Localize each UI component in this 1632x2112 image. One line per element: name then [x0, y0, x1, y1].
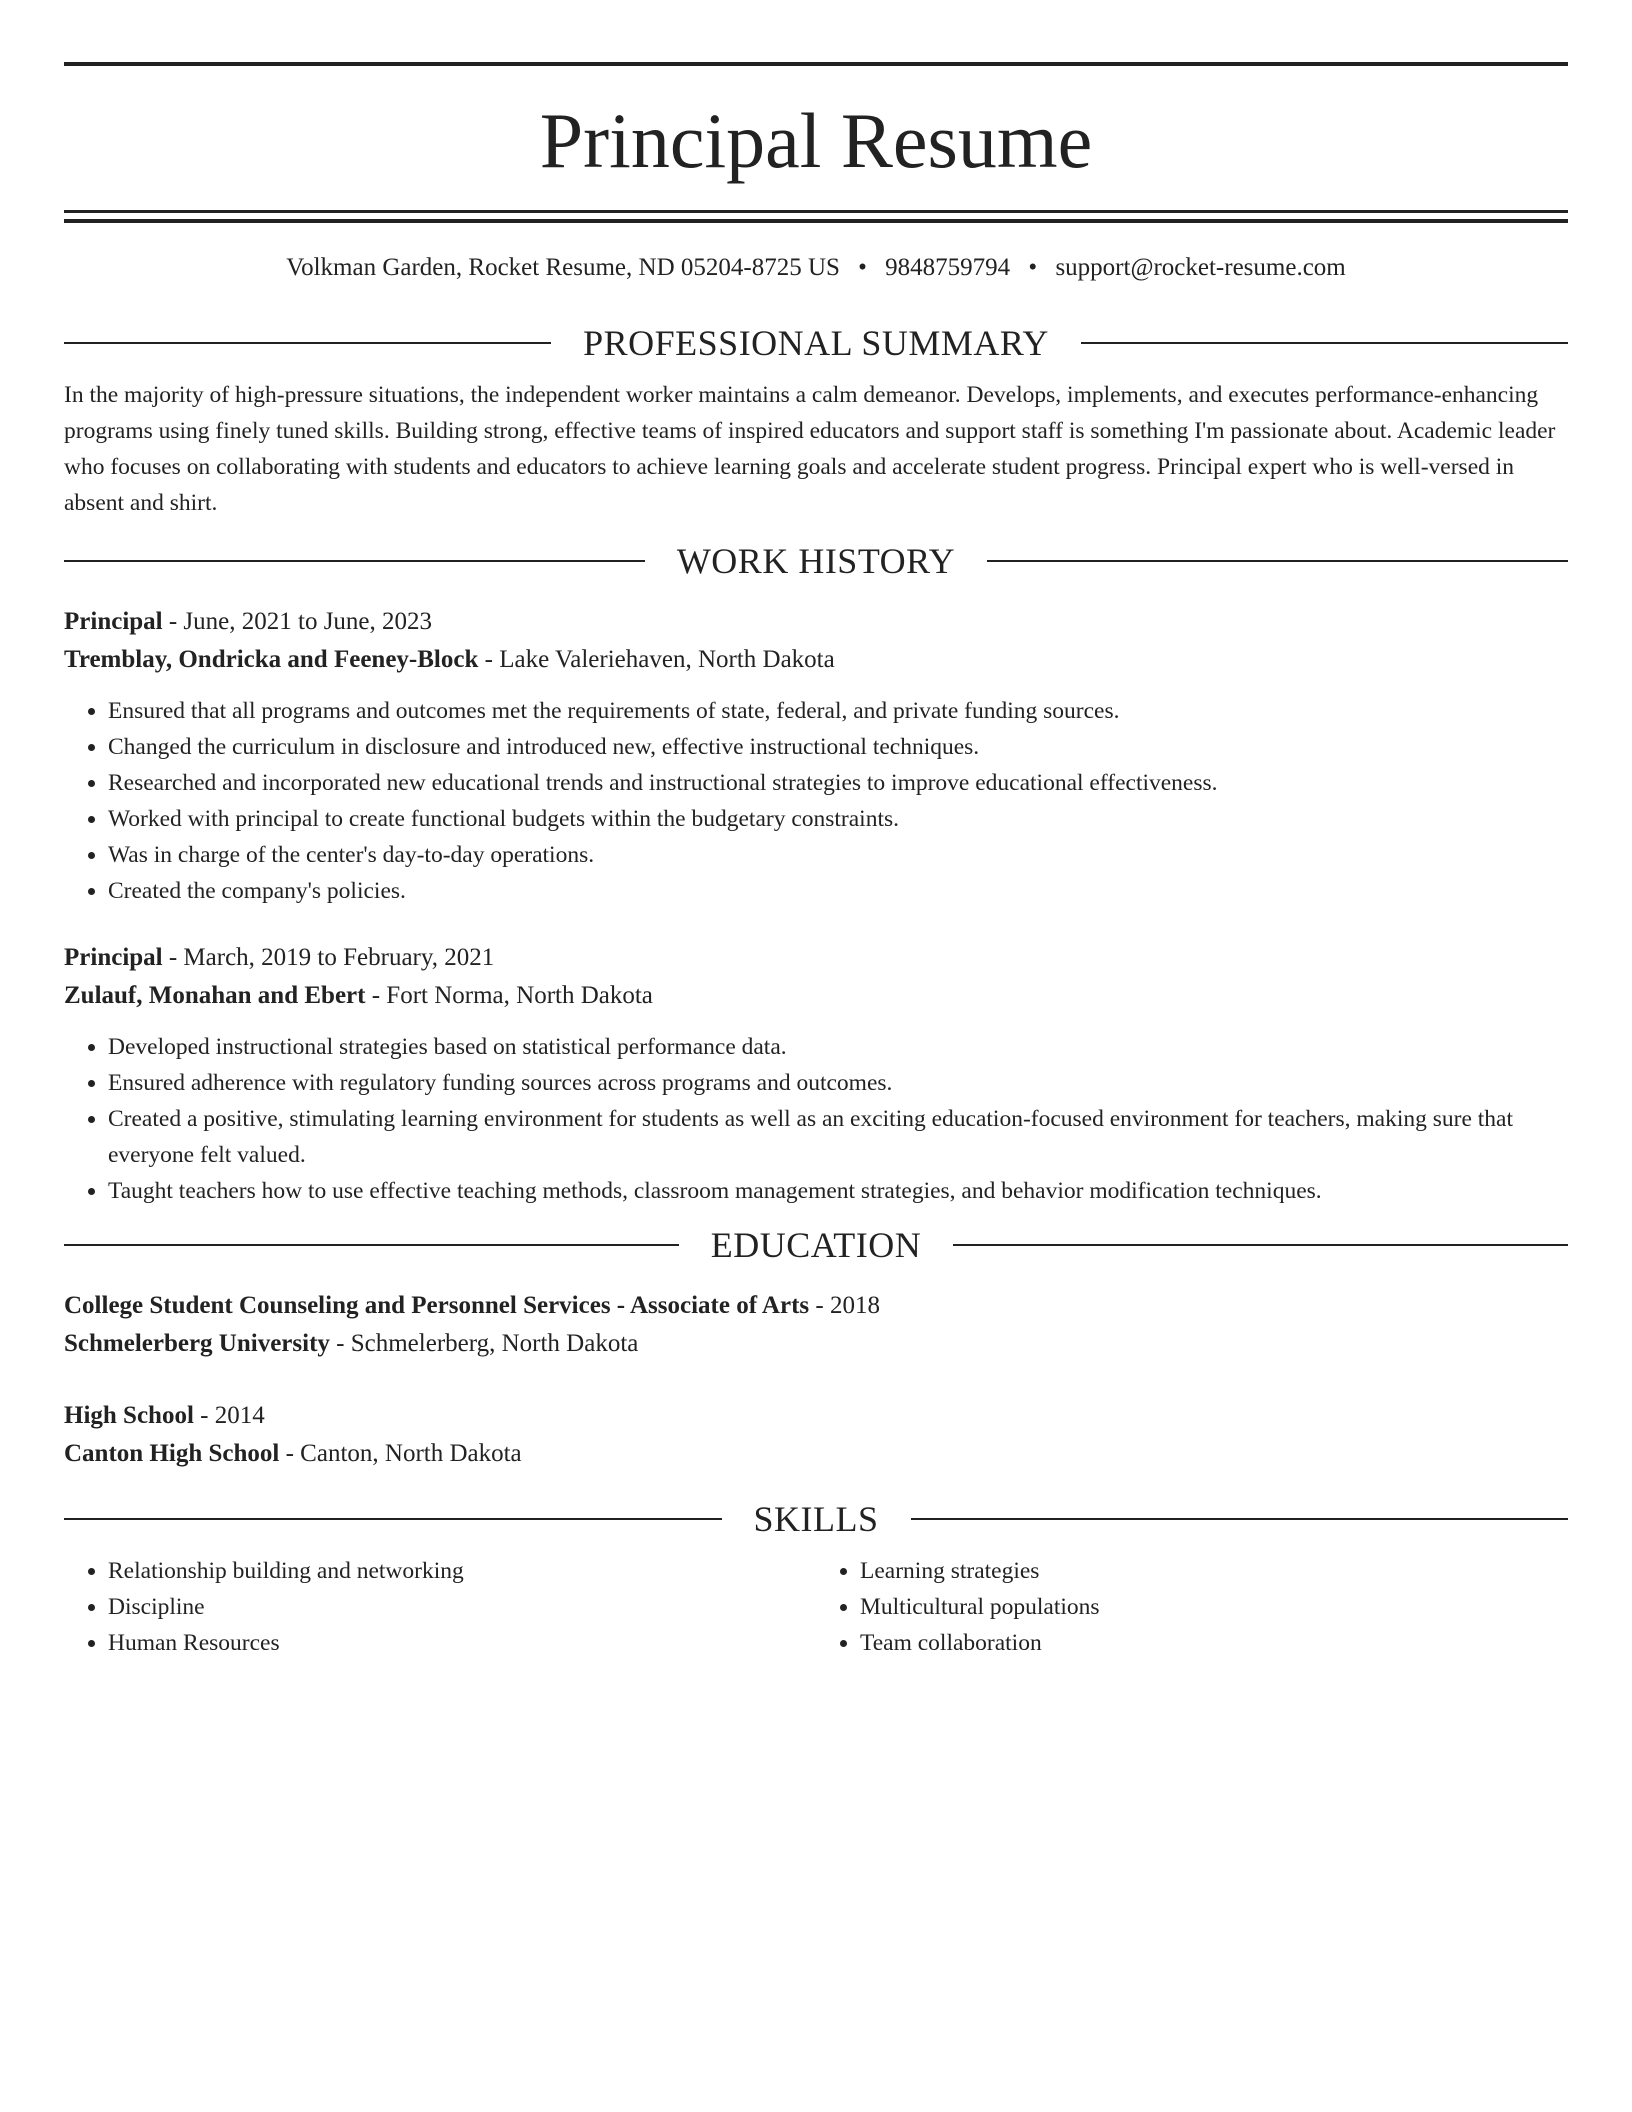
job-company: Zulauf, Monahan and Ebert — [64, 982, 366, 1009]
job-title: Principal — [64, 944, 163, 971]
job-title-line — [64, 939, 1568, 977]
education-year: - 2018 — [809, 1292, 880, 1319]
job-title: Principal — [64, 608, 163, 635]
skills-grid — [64, 1553, 1568, 1661]
section-rule-right — [911, 1518, 1569, 1520]
contact-phone: 9848759794 — [885, 254, 1011, 281]
contact-separator: • — [858, 254, 867, 281]
job-entry — [64, 603, 1568, 909]
section-rule-left — [64, 560, 645, 562]
job-bullet: • Worked with principal to create functional budgets within the budgetary constraints. — [108, 801, 1568, 837]
education-degree-line — [64, 1397, 1568, 1435]
section-header-education — [64, 1225, 1568, 1265]
section-rule-left — [64, 1244, 679, 1246]
skill-item: • Human Resources — [108, 1625, 816, 1661]
education-degree-line — [64, 1287, 1568, 1325]
header-double-rule — [64, 210, 1568, 223]
contact-separator: • — [1028, 254, 1038, 281]
skill-item: • Learning strategies — [860, 1553, 1568, 1589]
skills-list-left — [64, 1553, 816, 1661]
skill-item: • Team collaboration — [860, 1625, 1568, 1661]
skill-item: • Relationship building and networking — [108, 1553, 816, 1589]
job-bullet: • Ensured that all programs and outcomes met the requirements of state, federal, and private funding sources. — [108, 693, 1568, 729]
job-company: Tremblay, Ondricka and Feeney-Block — [64, 646, 479, 673]
section-rule-right — [987, 560, 1568, 562]
section-rule-right — [1081, 342, 1568, 344]
section-title-summary: PROFESSIONAL SUMMARY — [583, 323, 1049, 363]
job-bullet: • Taught teachers how to use effective teaching methods, classroom management strategies, and behavior modification techniques. — [108, 1173, 1568, 1209]
section-header-work — [64, 541, 1568, 581]
job-bullet: • Changed the curriculum in disclosure and introduced new, effective instructional techniques. — [108, 729, 1568, 765]
summary-paragraph: In the majority of high-pressure situations, the independent worker maintains a calm demeanor. Develops, implements, and executes performance-enhancing programs using finely tuned skills. Building strong, effective teams of inspired educators and support staff is something I'm passionate about. Academic leader who focuses on collaborating with students and educators to achieve learning goals and accelerate student progress. Principal expert who is well-versed in absent and shirt. — [64, 382, 1556, 516]
header-top-rule — [64, 62, 1568, 66]
section-title-work: WORK HISTORY — [676, 541, 956, 581]
job-bullet: • Ensured adherence with regulatory funding sources across programs and outcomes. — [108, 1065, 1568, 1101]
section-rule-left — [64, 342, 551, 344]
job-bullet: • Researched and incorporated new educational trends and instructional strategies to improve educational effectiveness. — [108, 765, 1568, 801]
skill-item: • Multicultural populations — [860, 1589, 1568, 1625]
education-location: - Schmelerberg, North Dakota — [329, 1330, 639, 1357]
job-dates: - March, 2019 to February, 2021 — [162, 944, 495, 971]
section-rule-right — [953, 1244, 1568, 1246]
resume-title: Principal Resume — [539, 97, 1093, 184]
section-rule-left — [64, 1518, 722, 1520]
job-entry — [64, 939, 1568, 1209]
skill-item: • Discipline — [108, 1589, 816, 1625]
education-entry — [64, 1397, 1568, 1473]
job-location: - Fort Norma, North Dakota — [365, 982, 653, 1009]
job-bullet: • Created a positive, stimulating learning environment for students as well as an exciting education-focused environment for teachers, making sure that everyone felt valued. — [108, 1101, 1568, 1173]
job-bullet: • Created the company's policies. — [108, 873, 1568, 909]
job-company-line — [64, 977, 1568, 1015]
education-school-line — [64, 1435, 1568, 1473]
section-header-skills — [64, 1499, 1568, 1539]
job-bullet: • Was in charge of the center's day-to-day operations. — [108, 837, 1568, 873]
skills-list-right — [816, 1553, 1568, 1661]
contact-address: Volkman Garden, Rocket Resume, ND 05204-8725 US — [286, 254, 840, 281]
job-location: - Lake Valeriehaven, North Dakota — [478, 646, 835, 673]
section-header-summary — [64, 323, 1568, 363]
education-entry — [64, 1287, 1568, 1363]
education-location: - Canton, North Dakota — [279, 1440, 522, 1467]
education-degree: High School — [64, 1402, 194, 1429]
education-school-line — [64, 1325, 1568, 1363]
job-company-line — [64, 641, 1568, 679]
education-degree: College Student Counseling and Personnel Services - Associate of Arts — [64, 1292, 810, 1319]
job-title-line — [64, 603, 1568, 641]
education-school: Canton High School — [64, 1440, 280, 1467]
contact-email: support@rocket-resume.com — [1055, 254, 1346, 281]
job-bullet-list — [64, 1029, 1568, 1209]
section-title-skills: SKILLS — [753, 1499, 879, 1539]
job-dates: - June, 2021 to June, 2023 — [162, 608, 433, 635]
contact-line — [64, 251, 1568, 285]
education-year: - 2014 — [193, 1402, 265, 1429]
job-bullet: • Developed instructional strategies based on statistical performance data. — [108, 1029, 1568, 1065]
education-school: Schmelerberg University — [64, 1330, 330, 1357]
section-title-education: EDUCATION — [710, 1225, 922, 1265]
job-bullet-list — [64, 693, 1568, 909]
